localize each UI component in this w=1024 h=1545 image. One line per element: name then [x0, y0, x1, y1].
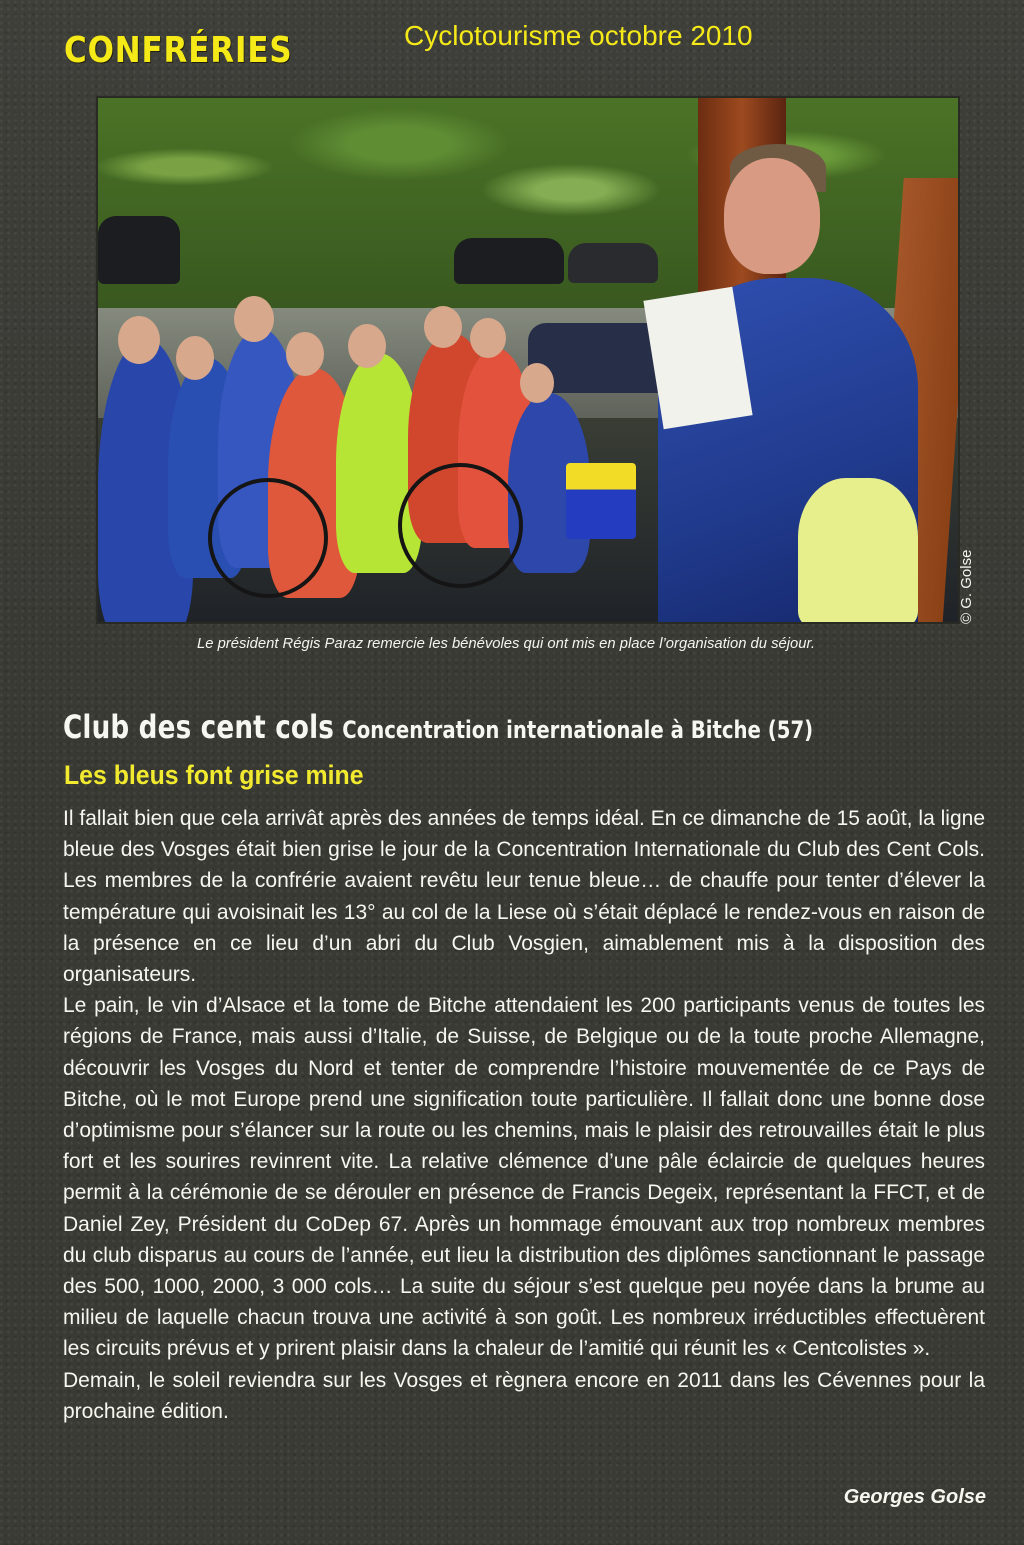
cyclist-head — [118, 316, 160, 364]
issue-label: Cyclotourisme octobre 2010 — [404, 20, 753, 51]
cyclist-head — [234, 296, 274, 342]
cyclist-head — [176, 336, 214, 380]
cyclist-head — [348, 324, 386, 368]
article-body — [63, 803, 985, 1427]
section-title: CONFRÉRIES — [64, 30, 293, 71]
speaker-head — [724, 158, 820, 274]
cyclist-head — [286, 332, 324, 376]
article-paragraph: Il fallait bien que cela arrivât après des années de temps idéal. En ce dimanche de 15 août, la ligne bleue des Vosges était bien grise le jour de la Concentration Internationale du Club des Cent Cols. Les membres de la confrérie avaient revêtu leur tenue bleue… de chauffe pour tenter d’élever la température qui avoisinait les 13° au col de la Liese où s’était déplacé le rendez-vous en raison de la présence en ce lieu d’un abri du Club Vosgien, aimablement mis à la disposition des organisateurs. — [63, 807, 985, 987]
cyclist-head — [520, 363, 554, 403]
photo-caption: Le président Régis Paraz remercie les bénévoles qui ont mis en place l’organisation du séjour. — [197, 636, 815, 652]
article-paragraph: Demain, le soleil reviendra sur les Vosges et règnera encore en 2011 dans les Cévennes pour la prochaine édition. — [63, 1368, 985, 1423]
photo-credit: © G. Golse — [958, 549, 975, 624]
article-heading — [63, 708, 813, 746]
article-subtitle: Les bleus font grise mine — [64, 760, 364, 790]
parked-car — [568, 243, 658, 283]
article-title: Club des cent cols — [63, 708, 335, 746]
group-photo — [96, 96, 960, 624]
parked-car — [98, 216, 180, 284]
parked-car — [454, 238, 564, 284]
bicycle-wheel — [208, 478, 328, 598]
cyclist-head — [424, 306, 462, 348]
cooler-box — [566, 463, 636, 539]
article-author: Georges Golse — [843, 1486, 986, 1508]
cyclist-head — [470, 318, 506, 358]
article-paragraph: Le pain, le vin d’Alsace et la tome de Bitche attendaient les 200 participants venus de toutes les régions de France, mais aussi d’Italie, de Suisse, de Belgique ou de la toute proche Allemagne, découvrir les Vosges du Nord et tenter de comprendre l’histoire mouvementée de ce Pays de Bitche, où le mot Europe prend une signification toute particulière. Il fallait donc une bonne dose d’optimisme pour s’élancer sur la route ou les chemins, mais le plaisir des retrouvailles était le plus fort et les sourires revinrent vite. La relative clémence d’une pâle éclaircie de quelques heures permit à la cérémonie de se dérouler en présence de Francis Degeix, représentant la FFCT, et de Daniel Zey, Président du CoDep 67. Après un hommage émouvant aux trop nombreux membres du club disparus au cours de l’année, eut lieu la distribution des diplômes sanctionnant le passage des 500, 1000, 2000, 3 000 cols… La suite du séjour s’est quelque peu noyée dans la brume au milieu de laquelle chacun trouva une activité à son goût. Les nombreux irréductibles effectuèrent les circuits prévus et y prirent plaisir dans la chaleur de l’amitié qui réunit les « Centcolistes ». — [63, 994, 985, 1361]
hi-vis-jacket — [798, 478, 918, 624]
article-event: Concentration internationale à Bitche (57) — [342, 716, 814, 744]
bicycle-wheel — [398, 463, 523, 588]
crowd-of-cyclists — [98, 288, 658, 624]
